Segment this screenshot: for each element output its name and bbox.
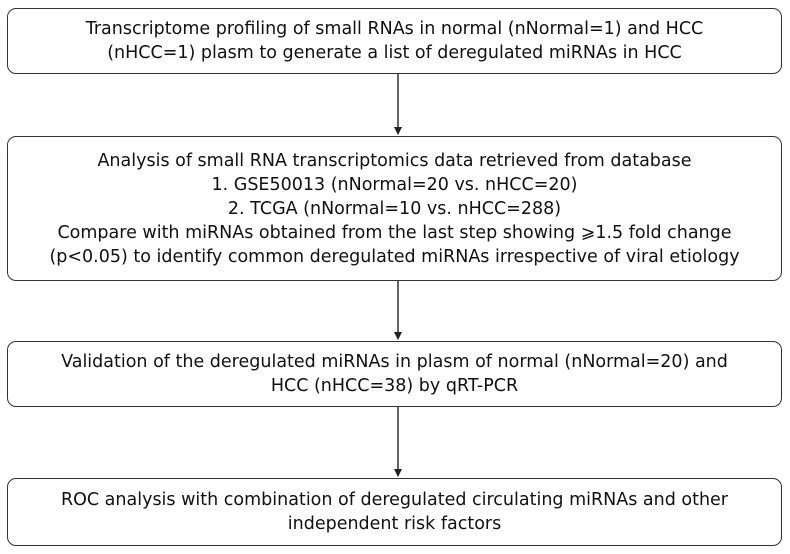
step-3-line-1: Validation of the deregulated miRNAs in plasm of normal (nNormal=20) and [61,352,728,372]
step-1-profiling-box [7,8,782,74]
step-4-roc-analysis-box [7,478,782,546]
step-1-line-2: (nHCC=1) plasm to generate a list of deregulated miRNAs in HCC [107,43,682,63]
step-4-line-2: independent risk factors [287,514,502,534]
step-2-line-2: 1. GSE50013 (nNormal=20 vs. nHCC=20) [211,174,578,195]
step-2-database-analysis-box [7,136,782,281]
step-2-line-5: (p<0.05) to identify common deregulated miRNAs irrespective of viral etiology [49,246,740,267]
step-4-line-1: ROC analysis with combination of deregulated circulating miRNAs and other [60,490,729,510]
step-1-line-1: Transcriptome profiling of small RNAs in normal (nNormal=1) and HCC [85,19,704,39]
step-2-line-3: 2. TCGA (nNormal=10 vs. nHCC=288) [227,198,562,219]
step-2-line-1: Analysis of small RNA transcriptomics data retrieved from database [97,150,692,171]
step-3-validation-box [7,341,782,407]
step-3-line-2: HCC (nHCC=38) by qRT-PCR [270,376,519,396]
step-2-line-4: Compare with miRNAs obtained from the last step showing ⩾1.5 fold change [57,222,732,243]
